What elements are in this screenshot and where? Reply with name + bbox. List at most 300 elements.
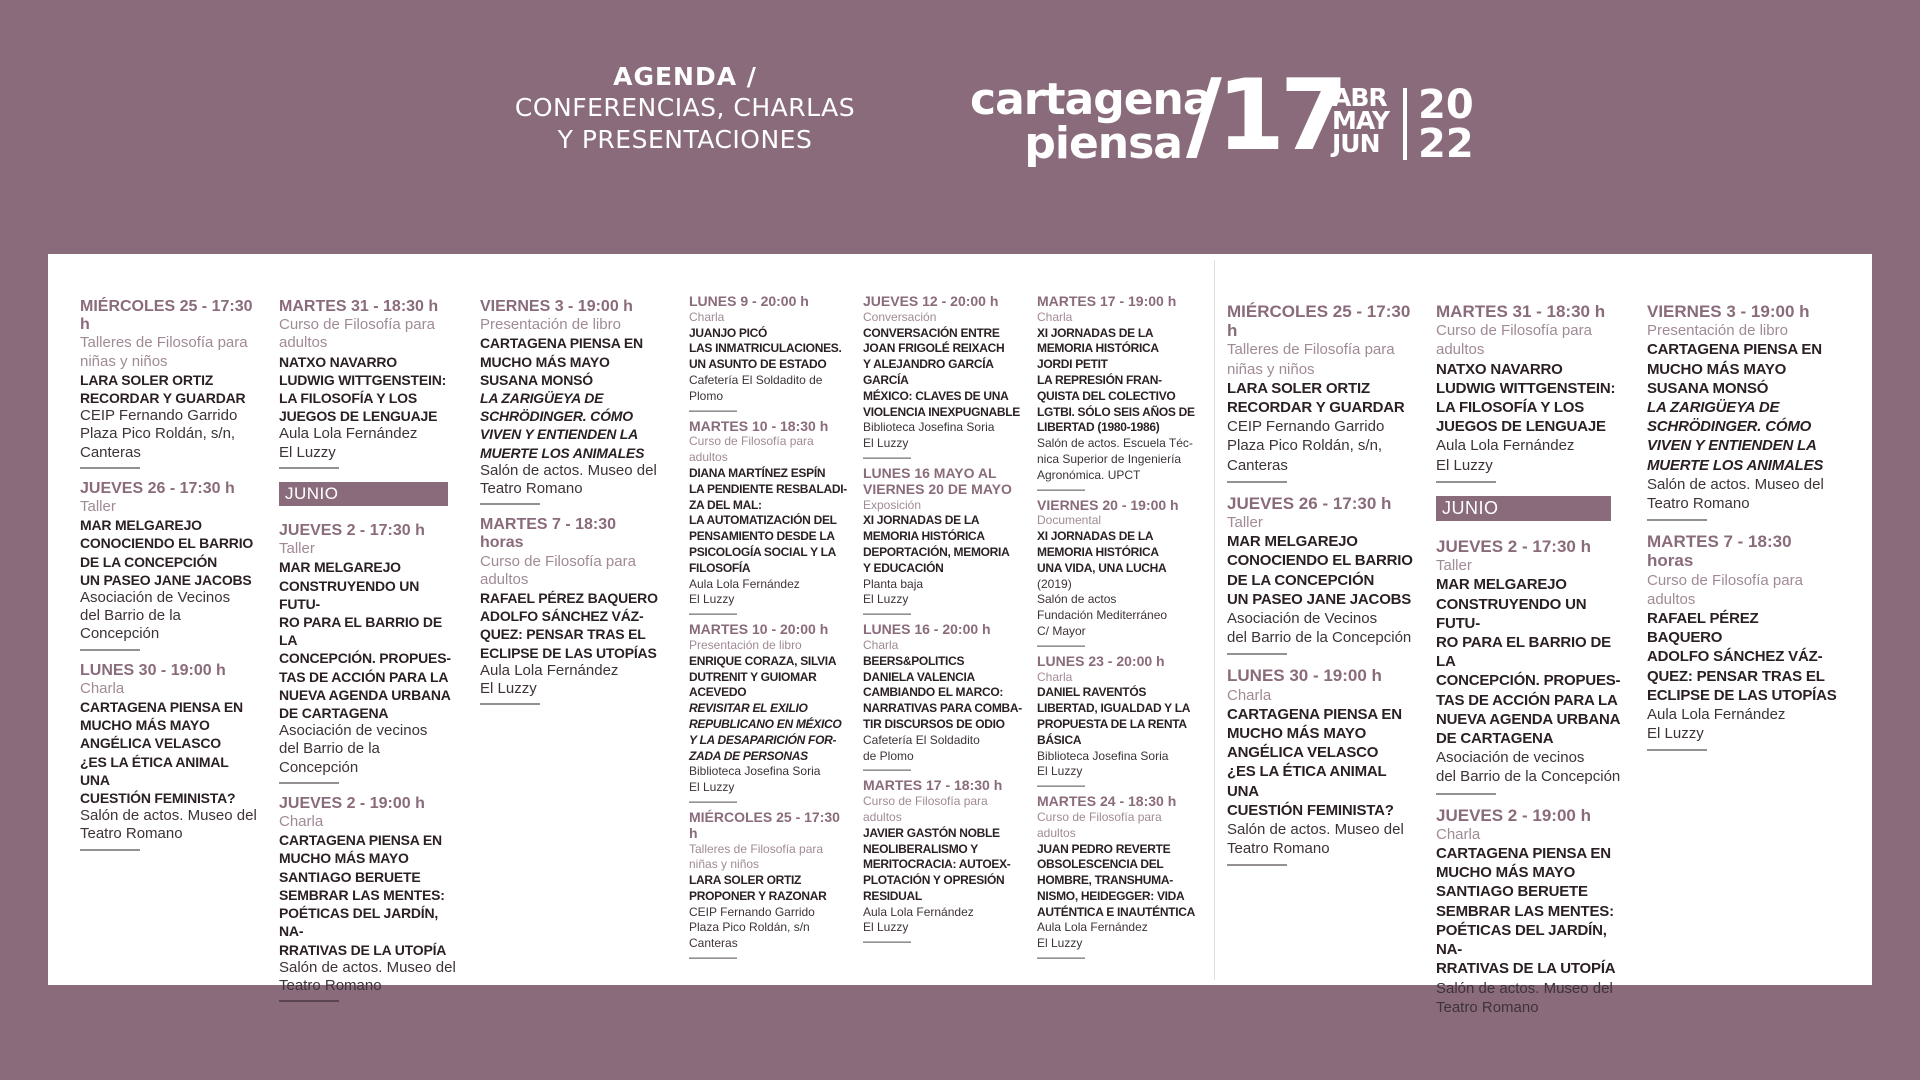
event-title-line: MUCHO MÁS MAYO [480,353,610,370]
event-venue-line: Aula Lola Fernández [1436,437,1575,455]
agenda-event [1436,302,1626,488]
event-venue-line: Biblioteca Josefina Soria [689,764,821,779]
event-venue-line: del Barrio de la Concepción [1436,768,1621,786]
event-title-line: DANIEL RAVENTÓS [1037,685,1147,700]
event-type: Taller [279,540,315,558]
event-venue-line: del Barrio de la Concepción [279,740,380,776]
event-title-line: ¿ES LA ÉTICA ANIMAL UNA [1227,763,1387,800]
agenda-event [1436,537,1626,800]
event-type: Curso de Filosofía para [279,316,435,334]
event-title-line: MAR MELGAREJO [1436,576,1567,594]
event-type: Charla [1436,825,1481,843]
event-title-line: ENRIQUE CORAZA, SILVIA [689,653,837,668]
event-title-line: JUANJO PICÓ [689,325,768,340]
event-venue-line: Teatro Romano [1647,495,1750,513]
event-venue-line: del Barrio de la Concepción [80,607,181,643]
event-date: MARTES 31 - 18:30 h [1436,302,1606,321]
event-type: Curso de Filosofía para [1647,571,1803,589]
event-title-line: PENSAMIENTO DESDE LA [689,529,835,544]
event-title-line: UN PASEO JANE JACOBS [1227,590,1412,608]
event-type: Curso de Filosofía para [863,794,988,809]
event-book-title-line: VIVEN Y ENTIENDEN LA [480,426,639,443]
event-type: Charla [1037,309,1073,324]
event-title-line: MUCHO MÁS MAYO [1227,725,1367,743]
event-title-line: JOAN FRIGOLÉ REIXACH [863,341,1005,356]
event-date: MARTES 17 - 18:30 h [863,777,1003,794]
event-title-line: LA FILOSOFÍA Y LOS [279,390,417,407]
event-separator: ———— [279,458,339,476]
event-date: JUEVES 2 - 17:30 h [1436,537,1591,557]
agenda-event [1647,532,1837,759]
agenda-event [1037,498,1197,650]
event-separator: ———— [863,449,911,464]
event-title-line: CONCEPCIÓN. PROPUES- [1436,672,1621,690]
event-title-line: MEMORIA HISTÓRICA [863,529,985,544]
event-title-line: DE LA CONCEPCIÓN [1227,571,1375,589]
event-separator: ———— [279,773,339,791]
event-type: Curso de Filosofía para [689,434,814,449]
agenda-event [1436,806,1626,1017]
event-venue-line: El Luzzy [863,920,909,935]
event-title-line: UN PASEO JANE JACOBS [80,571,252,588]
event-type: adultos [863,809,902,824]
event-separator: ———— [80,640,140,658]
event-type: adultos [1647,590,1696,608]
event-separator: ———— [1227,472,1287,490]
agenda-event [689,419,849,619]
event-type: Talleres de Filosofía para [689,841,824,856]
event-book-title-line: MUERTE LOS ANIMALES [1647,456,1824,474]
agenda-column-8 [1436,302,1626,1023]
agenda-event [279,794,459,1010]
event-title-line: DE LA CONCEPCIÓN [80,553,218,570]
event-separator: ———— [279,992,339,1010]
event-title-line: RESIDUAL [863,888,922,903]
event-venue-line: Asociación de vecinos [1436,749,1585,767]
event-title-line: SUSANA MONSÓ [1647,379,1769,397]
event-title-line: VIOLENCIA INEXPUGNABLE [863,404,1020,419]
event-title-line: AUTÉNTICA E INAUTÉNTICA [1037,904,1195,919]
event-date: VIERNES 3 - 19:00 h [480,298,633,315]
event-title-line: ECLIPSE DE LAS UTOPÍAS [1647,686,1837,704]
event-title-line: DANIELA VALENCIA [863,669,975,684]
event-venue-line: Salón de actos. Escuela Téc- [1037,436,1193,451]
event-title-line: MUCHO MÁS MAYO [1436,864,1576,882]
event-title-line: PLOTACIÓN Y OPRESIÓN [863,873,1005,888]
event-title-line: ZA DEL MAL: [689,497,762,512]
event-type: adultos [279,334,328,352]
event-venue-line: Canteras [689,936,738,951]
event-title-line: DEPORTACIÓN, MEMORIA [863,544,1010,559]
event-title-line: ADOLFO SÁNCHEZ VÁZ- [480,608,644,625]
agenda-event [1227,666,1417,874]
event-type: Charla [689,309,725,324]
event-title-line: JORDI PETIT [1037,357,1108,372]
event-date: VIERNES 3 - 19:00 h [1647,302,1810,321]
event-title-line: MÉXICO: CLAVES DE UNA [863,388,1009,403]
agenda-event [80,298,260,474]
month-header: JUNIO [1436,496,1611,521]
event-title-line: FILOSOFÍA [689,560,751,575]
event-title-line: MUCHO MÁS MAYO [80,717,210,734]
event-title-line: SANTIAGO BERUETE [279,868,421,885]
event-title-line: SANTIAGO BERUETE [1436,883,1588,901]
agenda-event [689,622,849,806]
brand-word-1: cartagena [970,74,1212,125]
agenda-event [1037,294,1197,494]
edition-months [1332,83,1389,158]
event-date: MIÉRCOLES 25 - 17:30 h [689,808,840,841]
event-book-title-line: ZADA DE PERSONAS [689,748,808,763]
event-book-title-line: SCHRÖDINGER. CÓMO [1647,418,1812,436]
event-date: MARTES 10 - 20:00 h [689,621,829,638]
event-title-line: CAMBIANDO EL MARCO: [863,685,1004,700]
event-title-line: CARTAGENA PIENSA EN [80,699,243,716]
subtitle-line-2: Y PRESENTACIONES [557,125,813,154]
event-type: Charla [279,813,324,831]
event-separator: ———— [80,840,140,858]
event-type: Curso de Filosofía para [480,552,636,570]
agenda-event [863,777,1023,949]
month-may: MAY [1332,106,1389,135]
event-title-line: JAVIER GASTÓN NOBLE [863,825,1000,840]
event-book-title-line: REVISITAR EL EXILIO [689,701,808,716]
event-title-line: LGTBI. SÓLO SEIS AÑOS DE [1037,404,1195,419]
event-title-line: RAFAEL PÉREZ BAQUERO [1647,610,1759,647]
event-venue-line: Aula Lola Fernández [279,425,418,443]
event-venue-line: El Luzzy [863,436,909,451]
event-title-line: NATXO NAVARRO [1436,360,1563,378]
event-date-line-2: VIERNES 20 DE MAYO [863,480,1012,497]
event-title-line: XI JORNADAS DE LA [1037,529,1154,544]
event-title-line: CONOCIENDO EL BARRIO [1227,552,1413,570]
event-title-line: QUISTA DEL COLECTIVO [1037,388,1176,403]
event-venue-line: Aula Lola Fernández [1037,920,1148,935]
event-date: LUNES 23 - 20:00 h [1037,652,1165,669]
event-date: MARTES 17 - 19:00 h [1037,293,1177,309]
event-title-line: RAFAEL PÉREZ BAQUERO [480,590,658,607]
event-title-line: TAS DE ACCIÓN PARA LA [1436,691,1618,709]
header-subtitle [480,62,890,156]
event-title-line: NUEVA AGENDA URBANA [1436,710,1621,728]
event-title-line: BÁSICA [1037,732,1082,747]
event-venue-line: Aula Lola Fernández [1647,706,1786,724]
event-title-line: QUEZ: PENSAR TRAS EL [480,626,646,643]
event-title-line: LUDWIG WITTGENSTEIN: [1436,379,1616,397]
event-type: niñas y niños [689,857,760,872]
event-separator: ———— [689,606,737,621]
year-part-1: 20 [1418,82,1474,128]
event-venue-line: Biblioteca Josefina Soria [1037,748,1169,763]
event-venue-line: Teatro Romano [1436,998,1539,1016]
event-separator: ———— [689,402,737,417]
event-title-line: RO PARA EL BARRIO DE LA [1436,634,1611,671]
agenda-event [1037,793,1197,965]
event-title-line: LA PENDIENTE RESBALADI- [689,481,847,496]
event-title-line: XI JORNADAS DE LA [863,513,980,528]
event-type: Taller [1227,514,1263,532]
event-type: Exposición [863,497,922,512]
event-venue-line: Salón de actos. Museo del [1227,821,1404,839]
event-date: JUEVES 26 - 17:30 h [1227,493,1392,513]
event-venue-line: El Luzzy [480,680,537,698]
event-type: Charla [80,679,125,697]
event-title-line: TAS DE ACCIÓN PARA LA [279,668,449,685]
event-date: MARTES 31 - 18:30 h [279,298,439,315]
event-venue-line: El Luzzy [1037,764,1083,779]
month-jun: JUN [1332,129,1380,158]
event-type: Presentación de libro [480,316,621,334]
event-title-line: LARA SOLER ORTIZ [80,371,214,388]
event-venue-line: Fundación Mediterráneo [1037,608,1168,623]
event-type: niñas y niños [1227,360,1315,378]
event-title-line: PROPUESTA DE LA RENTA [1037,716,1187,731]
event-title-line: QUEZ: PENSAR TRAS EL [1647,667,1825,685]
event-date: MIÉRCOLES 25 - 17:30 h [80,298,253,334]
event-title-line: RECORDAR Y GUARDAR [1227,399,1405,417]
event-title-line: PSICOLOGÍA SOCIAL Y LA [689,544,836,559]
event-title-line: ECLIPSE DE LAS UTOPÍAS [480,644,657,661]
event-title-line: LUDWIG WITTGENSTEIN: [279,371,447,388]
event-venue-line: CEIP Fernando Garrido [1227,418,1385,436]
event-date: LUNES 16 - 20:00 h [863,621,991,638]
event-separator: ———— [480,495,540,513]
event-venue-line: Cafetería El Soldadito de [689,372,823,387]
year-divider [1403,88,1407,160]
event-venue-line: Salón de actos. Museo del [279,958,456,976]
event-title-line: MEMORIA HISTÓRICA [1037,341,1159,356]
event-title-line: RECORDAR Y GUARDAR [80,390,246,407]
event-type: adultos [689,450,728,465]
brand-word-2: piensa [1024,118,1182,169]
agenda-event [279,298,459,474]
event-title-line: NARRATIVAS PARA COMBA- [863,701,1022,716]
event-type: Talleres de Filosofía para [80,334,248,352]
event-date: MARTES 24 - 18:30 h [1037,793,1177,810]
event-title-line: OBSOLESCENCIA DEL [1037,857,1164,872]
event-venue-line: Biblioteca Josefina Soria [863,420,995,435]
event-venue-line: Salón de actos. Museo del [1436,979,1613,997]
panel-fold-divider [1214,260,1215,980]
event-book-title-line: Y LA DESAPARICIÓN FOR- [689,732,837,747]
event-type: adultos [1037,825,1076,840]
event-title-line: POÉTICAS DEL JARDÍN, NA- [1436,921,1607,959]
event-title-line: CARTAGENA PIENSA EN [1647,341,1822,359]
event-separator: ———— [1037,950,1085,965]
event-title-line: NATXO NAVARRO [279,353,397,370]
agenda-event [689,294,849,415]
event-book-title-line: REPUBLICANO EN MÉXICO [689,716,842,731]
event-title-line: LA FILOSOFÍA Y LOS [1436,399,1585,417]
event-title-line: CONSTRUYENDO UN FUTU- [279,577,420,612]
event-title-line: CARTAGENA PIENSA EN [480,335,643,352]
event-title-line: POÉTICAS DEL JARDÍN, NA- [279,905,439,940]
event-date: JUEVES 2 - 17:30 h [279,522,425,540]
agenda-column-7 [1227,302,1417,877]
event-venue-line: El Luzzy [689,592,735,607]
event-title-line: LAS INMATRICULACIONES. [689,341,842,356]
event-title-line: NUEVA AGENDA URBANA [279,686,451,703]
event-title-line: LARA SOLER ORTIZ [689,873,802,888]
event-date: MARTES 7 - 18:30 horas [1647,532,1792,571]
event-book-title-line: LA ZARIGÜEYA DE [480,390,604,407]
agenda-event [863,464,1023,621]
event-type: Conversación [863,309,937,324]
event-venue-line: Salón de actos. Museo del [80,807,257,825]
event-venue-line: (2019) [1037,576,1072,591]
agenda-event [480,298,660,513]
event-title-line: ANGÉLICA VELASCO [1227,744,1379,762]
event-type: Presentación de libro [1647,322,1788,340]
event-type: Talleres de Filosofía para [1227,341,1395,359]
event-title-line: RO PARA EL BARRIO DE LA [279,614,442,649]
year-part-2: 22 [1418,121,1474,167]
event-title-line: CUESTIÓN FEMINISTA? [1227,801,1394,819]
subtitle-line-1: CONFERENCIAS, CHARLAS [514,93,856,122]
event-separator: ———— [1436,784,1496,802]
event-venue-line: El Luzzy [279,443,336,461]
event-venue-line: El Luzzy [1647,725,1704,743]
event-separator: ———— [863,762,911,777]
event-date: MARTES 10 - 18:30 h [689,417,829,434]
event-date: MARTES 7 - 18:30 horas [480,516,617,552]
event-title-line: CONSTRUYENDO UN FUTU- [1436,595,1587,632]
event-title-line: JUAN PEDRO REVERTE [1037,841,1171,856]
event-title-line: MUCHO MÁS MAYO [1647,360,1787,378]
agenda-column-4 [689,294,849,966]
event-venue-line: Teatro Romano [279,976,382,994]
agenda-column-5 [863,294,1023,950]
event-type: adultos [480,570,529,588]
edition-year [1418,82,1474,167]
event-separator: ———— [80,458,140,476]
event-venue-line: nica Superior de Ingeniería [1037,451,1182,466]
event-title-line: JUEGOS DE LENGUAJE [1436,418,1606,436]
event-separator: ———— [1647,511,1707,529]
event-venue-line: Aula Lola Fernández [863,904,974,919]
event-separator: ———— [1037,637,1085,652]
month-header: JUNIO [279,482,448,506]
event-title-line: CARTAGENA PIENSA EN [279,832,442,849]
event-title-line: DUTRENIT Y GUIOMAR [689,669,817,684]
event-title-line: HOMBRE, TRANSHUMA- [1037,873,1173,888]
brand-logo [970,74,1212,169]
event-venue-line: Plomo [689,388,724,403]
event-venue-line: de Plomo [863,748,914,763]
event-date: LUNES 30 - 19:00 h [1227,666,1382,686]
event-venue-line: del Barrio de la Concepción [1227,629,1412,647]
event-title-line: LIBERTAD, IGUALDAD Y LA [1037,701,1191,716]
event-type: Curso de Filosofía para [1037,809,1162,824]
event-title-line: SEMBRAR LAS MENTES: [1436,902,1614,920]
event-separator: ———— [689,950,737,965]
event-title-line: CUESTIÓN FEMINISTA? [80,790,236,807]
agenda-event [863,294,1023,462]
event-title-line: CARTAGENA PIENSA EN [1227,705,1402,723]
agenda-event [689,808,849,965]
event-title-line: NEOLIBERALISMO Y [863,841,978,856]
event-type: Documental [1037,513,1102,528]
event-separator: ———— [480,695,540,713]
event-book-title-line: SCHRÖDINGER. CÓMO [480,408,633,425]
event-type: Curso de Filosofía para [1436,322,1592,340]
event-title-line: PROPONER Y RAZONAR [689,888,827,903]
event-venue-line: Asociación de Vecinos [80,589,231,607]
event-title-line: BEERS&POLITICS [863,653,965,668]
event-title-line: LARA SOLER ORTIZ [1227,379,1370,397]
event-date: JUEVES 2 - 19:00 h [279,794,425,812]
event-venue-line: Plaza Pico Roldán, s/n, [1227,437,1383,455]
event-title-line: MUCHO MÁS MAYO [279,850,409,867]
agenda-event [863,621,1023,777]
event-title-line: DE CARTAGENA [1436,730,1554,748]
event-date: LUNES 16 MAYO AL [863,464,997,481]
event-title-line: TIR DISCURSOS DE ODIO [863,716,1005,731]
agenda-event [80,662,260,856]
event-venue-line: Asociación de vecinos [279,722,428,740]
event-type: Taller [80,498,116,516]
event-venue-line: Salón de actos. Museo del [480,461,657,479]
event-venue-line: CEIP Fernando Garrido [80,407,238,425]
event-separator: ———— [863,606,911,621]
event-date: VIERNES 20 - 19:00 h [1037,496,1179,513]
event-type: Taller [1436,557,1472,575]
event-venue-line: Planta baja [863,576,924,591]
event-type: Charla [1227,686,1272,704]
event-title-line: XI JORNADAS DE LA [1037,325,1154,340]
event-type: adultos [1436,341,1485,359]
event-venue-line: Salón de actos. Museo del [1647,475,1824,493]
agenda-column-1 [80,298,260,862]
event-title-line: ACEVEDO [689,685,747,700]
event-venue-line: Asociación de Vecinos [1227,610,1378,628]
event-title-line: CARTAGENA PIENSA EN [1436,845,1611,863]
event-venue-line: Teatro Romano [1227,840,1330,858]
event-title-line: GARCÍA [863,372,909,387]
agenda-event [279,522,459,789]
event-venue-line: Aula Lola Fernández [689,576,800,591]
event-title-line: Y EDUCACIÓN [863,560,944,575]
agenda-column-9 [1647,302,1837,762]
event-type: niñas y niños [80,352,168,370]
event-title-line: CONOCIENDO EL BARRIO [80,535,254,552]
event-title-line: CONVERSACIÓN ENTRE [863,325,1000,340]
agenda-event [1227,302,1417,488]
agenda-column-2 [279,298,459,1013]
agenda-event [480,516,660,713]
event-title-line: ¿ES LA ÉTICA ANIMAL UNA [80,753,229,788]
event-title-line: SUSANA MONSÓ [480,371,593,388]
event-book-title-line: VIVEN Y ENTIENDEN LA [1647,437,1817,455]
event-separator: ———— [1227,645,1287,663]
event-type: Presentación de libro [689,637,802,652]
event-separator: ———— [1436,472,1496,490]
event-venue-line: El Luzzy [1037,936,1083,951]
event-type: Charla [1037,669,1073,684]
event-title-line: MAR MELGAREJO [1227,533,1358,551]
event-date: LUNES 30 - 19:00 h [80,661,226,679]
event-separator: ———— [1037,481,1085,496]
event-title-line: NISMO, HEIDEGGER: VIDA [1037,888,1185,903]
agenda-column-6 [1037,294,1197,966]
event-date: JUEVES 2 - 19:00 h [1436,805,1591,825]
event-title-line: UN ASUNTO DE ESTADO [689,357,827,372]
event-separator: ———— [863,934,911,949]
event-venue-line: Salón de actos [1037,592,1117,607]
event-venue-line: Aula Lola Fernández [480,661,619,679]
event-date: JUEVES 26 - 17:30 h [80,479,235,497]
agenda-column-3 [480,298,660,716]
